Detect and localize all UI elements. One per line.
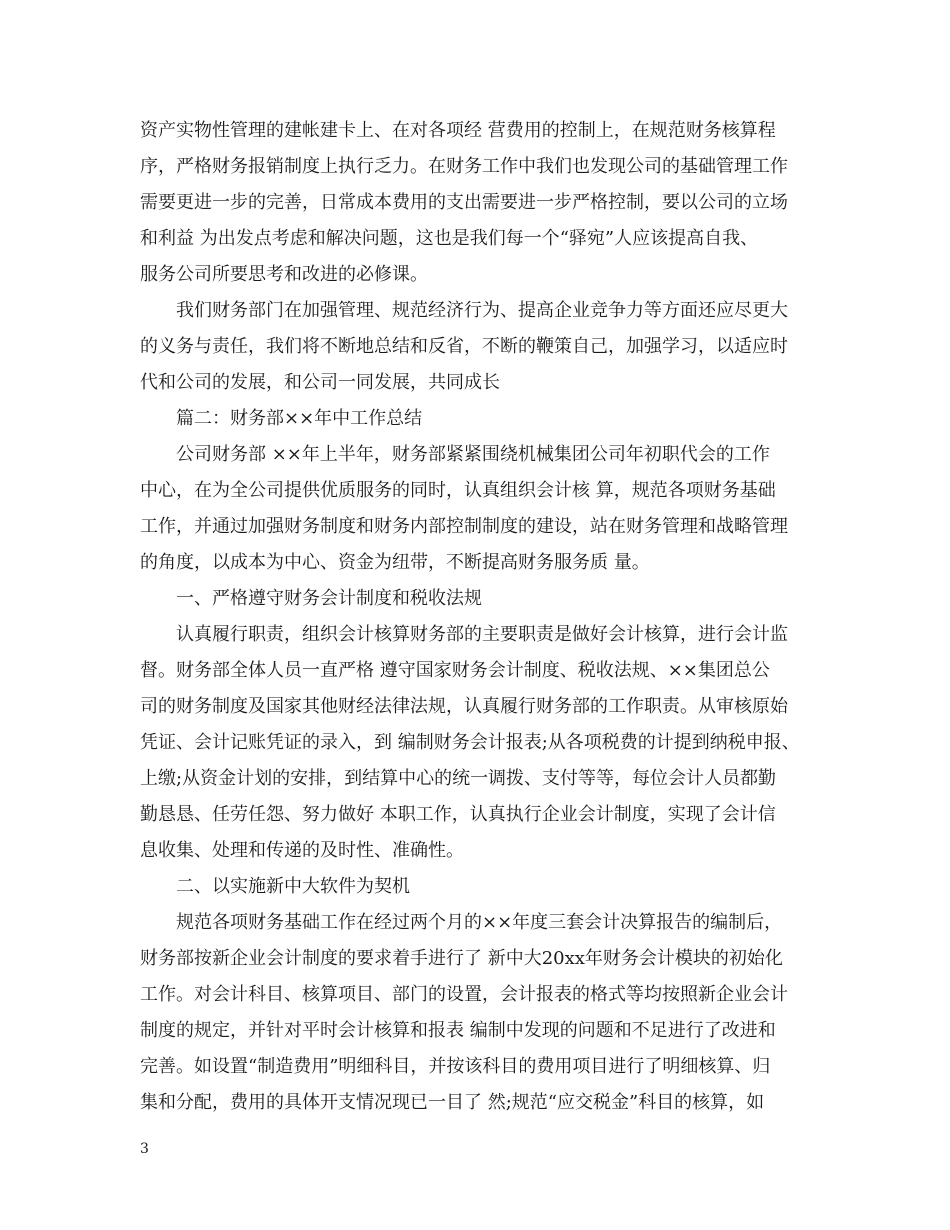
section-heading: 一、严格遵守财务会计制度和税收法规 bbox=[176, 588, 482, 609]
text-line: 凭证、会计记账凭证的录入，到 编制财务会计报表;从各项税费的计提到纳税申报、 bbox=[140, 732, 800, 753]
text-line: 集和分配，费用的具体开支情况现已一目了 然;规范“应交税金”科目的核算，如 bbox=[140, 1092, 765, 1113]
section-heading: 二、以实施新中大软件为契机 bbox=[176, 876, 410, 897]
text-line: 和利益 为出发点考虑和解决问题，这也是我们每一个“驿宛”人应该提高自我、 bbox=[140, 228, 759, 249]
text-line: 需要更进一步的完善，日常成本费用的支出需要进一步严格控制，要以公司的立场 bbox=[140, 192, 788, 213]
text-line: 资产实物性管理的建帐建卡上、在对各项经 营费用的控制上，在规范财务核算程 bbox=[140, 120, 776, 141]
text-line: 代和公司的发展，和公司一同发展，共同成长 bbox=[140, 372, 500, 393]
text-line: 完善。如设置“制造费用”明细科目，并按该科目的费用项目进行了明细核算、归 bbox=[140, 1056, 771, 1077]
text-line: 的角度，以成本为中心、资金为纽带，不断提高财务服务质 量。 bbox=[140, 552, 650, 573]
text-line: 规范各项财务基础工作在经过两个月的××年度三套会计决算报告的编制后， bbox=[176, 912, 783, 933]
text-line: 序，严格财务报销制度上执行乏力。在财务工作中我们也发现公司的基础管理工作 bbox=[140, 156, 788, 177]
text-line: 息收集、处理和传递的及时性、准确性。 bbox=[140, 840, 464, 861]
text-line: 司的财务制度及国家其他财经法律法规，认真履行财务部的工作职责。从审核原始 bbox=[140, 696, 788, 717]
text-line: 勤恳恳、任劳任怨、努力做好 本职工作，认真执行企业会计制度，实现了会计信 bbox=[140, 804, 776, 825]
text-line: 督。财务部全体人员一直严格 遵守国家财务会计制度、税收法规、××集团总公 bbox=[140, 660, 770, 681]
section-heading: 篇二：财务部××年中工作总结 bbox=[176, 408, 423, 429]
text-line: 上缴;从资金计划的安排，到结算中心的统一调拨、支付等等，每位会计人员都勤 bbox=[140, 768, 777, 789]
text-line: 公司财务部 ××年上半年，财务部紧紧围绕机械集团公司年初职代会的工作 bbox=[176, 444, 770, 465]
text-line: 工作。对会计科目、核算项目、部门的设置，会计报表的格式等均按照新企业会计 bbox=[140, 984, 788, 1005]
text-line: 中心，在为全公司提供优质服务的同时，认真组织会计核 算，规范各项财务基础 bbox=[140, 480, 776, 501]
text-line: 认真履行职责，组织会计核算财务部的主要职责是做好会计核算，进行会计监 bbox=[176, 624, 788, 645]
page-number: 3 bbox=[140, 1141, 149, 1157]
text-line: 财务部按新企业会计制度的要求着手进行了 新中大20xx年财务会计模块的初始化 bbox=[140, 948, 783, 969]
text-line: 服务公司所要思考和改进的必修课。 bbox=[140, 264, 428, 285]
text-line: 的义务与责任，我们将不断地总结和反省，不断的鞭策自己，加强学习，以适应时 bbox=[140, 336, 788, 357]
text-line: 工作，并通过加强财务制度和财务内部控制制度的建设，站在财务管理和战略管理 bbox=[140, 516, 788, 537]
text-line: 我们财务部门在加强管理、规范经济行为、提高企业竞争力等方面还应尽更大 bbox=[176, 300, 788, 321]
text-line: 制度的规定，并针对平时会计核算和报表 编制中发现的问题和不足进行了改进和 bbox=[140, 1020, 776, 1041]
